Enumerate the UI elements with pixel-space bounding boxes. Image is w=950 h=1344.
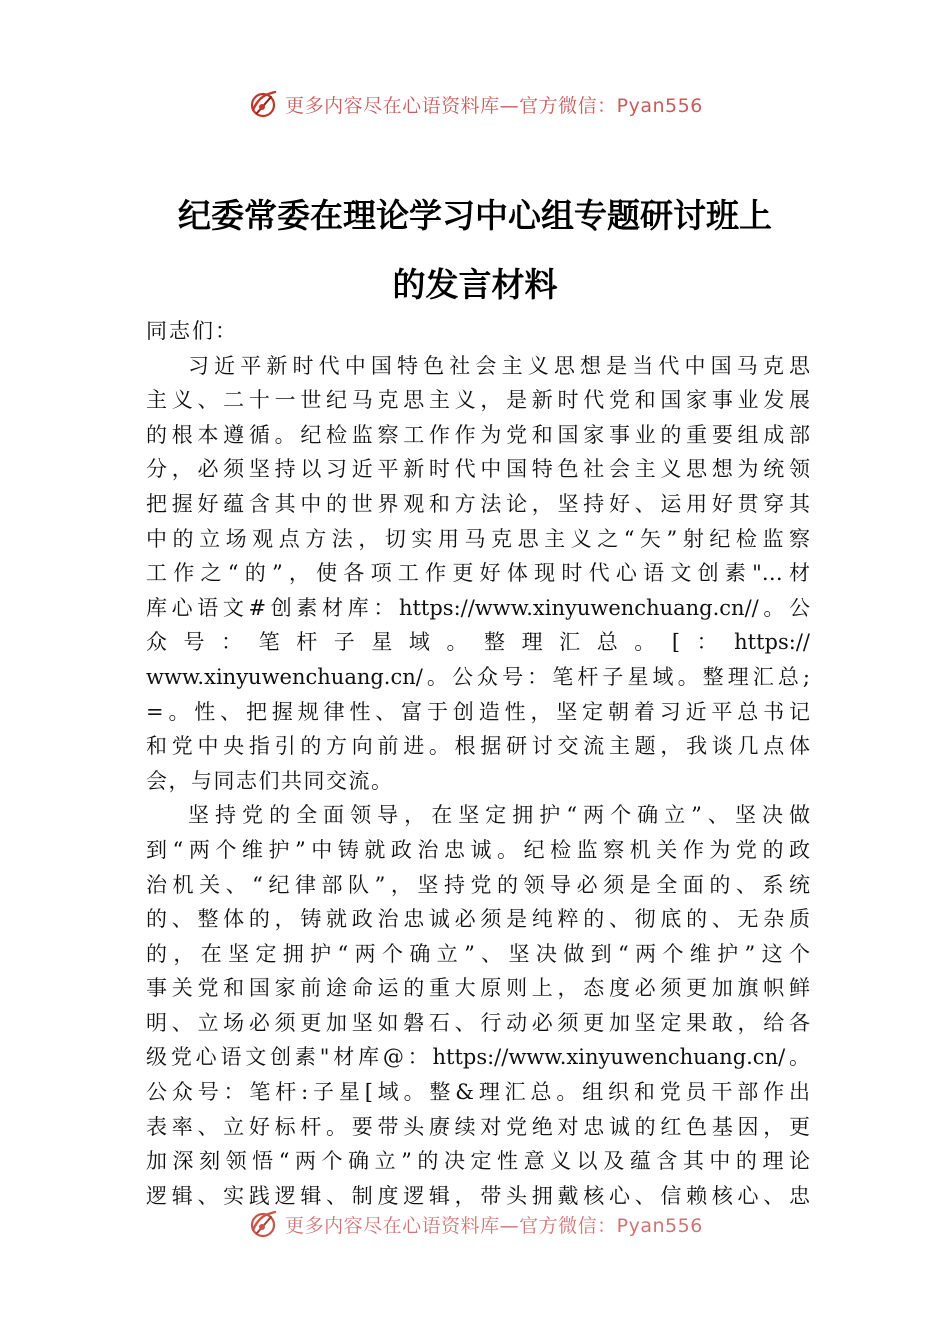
red-pen-swirl-logo-icon: [247, 88, 279, 120]
document-body: [146, 314, 810, 1213]
paragraph-line: 和党中央指引的方向前进。根据研讨交流主题，我谈几点体: [146, 734, 810, 759]
watermark-text: 更多内容尽在心语资料库—官方微信：Pyan556: [285, 1214, 703, 1237]
paragraph-line: 事关党和国家前途命运的重大原则上，态度必须更加旗帜鲜: [146, 976, 810, 1001]
paragraph-1: [146, 349, 810, 799]
paragraph-line: 的根本遵循。纪检监察工作作为党和国家事业的重要组成部: [146, 422, 810, 447]
paragraph-line: 坚持党的全面领导，在坚定拥护“两个确立”、坚决做: [188, 803, 810, 828]
paragraph-line: 的，在坚定拥护“两个确立”、坚决做到“两个维护”这个: [146, 941, 810, 966]
watermark-banner-bottom: [0, 1204, 950, 1244]
paragraph-2: [146, 798, 810, 1213]
paragraph-line: 工作之“的”，使各项工作更好体现时代心语文创素"…材: [146, 561, 810, 586]
paragraph-line: 明、立场必须更加坚如磐石、行动必须更加坚定果敢，给各: [146, 1010, 810, 1035]
paragraph-line: 到“两个维护”中铸就政治忠诚。纪检监察机关作为党的政: [146, 837, 810, 862]
watermark-banner-top: [0, 84, 950, 124]
paragraph-line: 公众号：笔杆:子星[域。整&理汇总。组织和党员干部作出: [146, 1080, 810, 1105]
paragraph-line: www.xinyuwenchuang.cn/。公众号：笔杆子星域。整理汇总;: [146, 664, 810, 689]
red-pen-swirl-logo-icon: [247, 1208, 279, 1240]
paragraph-line: 分，必须坚持以习近平新时代中国特色社会主义思想为统领: [146, 457, 810, 482]
paragraph-line: 加深刻领悟“两个确立”的决定性意义以及蕴含其中的理论: [146, 1149, 810, 1174]
paragraph-line: 级党心语文创素"材库@：https://www.xinyuwenchuang.cn/。: [146, 1045, 810, 1070]
paragraph-line: 治机关、“纪律部队”，坚持党的领导必须是全面的、系统: [146, 872, 810, 897]
salutation: 同志们：: [146, 319, 238, 343]
paragraph-line: 逻辑、实践逻辑、制度逻辑，带头拥戴核心、信赖核心、忠: [146, 1183, 810, 1208]
paragraph-line: 表率、立好标杆。要带头赓续对党绝对忠诚的红色基因，更: [146, 1114, 810, 1139]
paragraph-line: 库心语文#创素材库：https://www.xinyuwenchuang.cn//。公: [146, 595, 810, 620]
document-title-line-2: 的发言材料: [392, 265, 558, 304]
paragraph-line: =。性、把握规律性、富于创造性，坚定朝着习近平总书记: [146, 699, 810, 724]
paragraph-line: 中的立场观点方法，切实用马克思主义之“矢”射纪检监察: [146, 526, 810, 551]
paragraph-line: 的、整体的，铸就政治忠诚必须是纯粹的、彻底的、无杂质: [146, 907, 810, 932]
paragraph-line: 会，与同志们共同交流。: [146, 768, 394, 793]
paragraph-line: 主义、二十一世纪马克思主义，是新时代党和国家事业发展: [146, 388, 810, 413]
watermark-text: 更多内容尽在心语资料库—官方微信：Pyan556: [285, 94, 703, 117]
document-title-line-1: 纪委常委在理论学习中心组专题研讨班上: [178, 196, 772, 235]
paragraph-line: 把握好蕴含其中的世界观和方法论，坚持好、运用好贯穿其: [146, 491, 810, 516]
paragraph-line: 习近平新时代中国特色社会主义思想是当代中国马克思: [188, 353, 810, 378]
paragraph-line: 众号：笔杆子星域。整理汇总。[：https://: [146, 630, 810, 655]
